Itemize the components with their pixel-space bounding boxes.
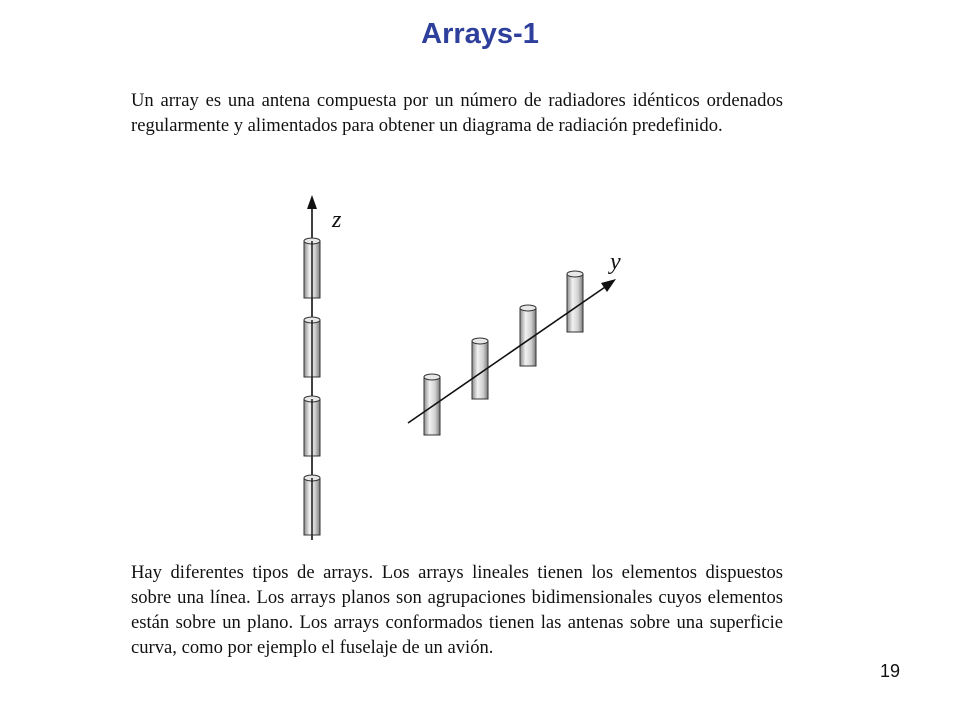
vertical-element-3 — [304, 396, 320, 456]
vertical-element-4 — [304, 475, 320, 535]
y-axis-arrowhead — [601, 279, 616, 292]
slide-title: Arrays-1 — [421, 18, 539, 50]
intro-paragraph: Un array es una antena compuesta por un número de radiadores idénticos ordenados regularmente y alimentados para obtener un diagrama de radiación predefinido. — [131, 90, 783, 136]
array-diagram — [260, 185, 680, 545]
page-number: 19 — [880, 661, 901, 681]
vertical-linear-array — [304, 195, 342, 540]
z-axis-arrowhead — [307, 195, 317, 209]
types-paragraph: Hay diferentes tipos de arrays. Los arrays lineales tienen los elementos dispuestos sobre una línea. Los arrays planos son agrupaciones bidimensionales cuyos elementos están sobre un plano. Los arrays conformados tienen las antenas sobre una superficie curva, como por ejemplo el fuselaje de un avión. — [131, 562, 783, 658]
diagonal-element-4 — [567, 271, 583, 332]
diagonal-element-1 — [424, 374, 440, 435]
y-axis-line — [408, 285, 608, 423]
diagonal-linear-array — [408, 249, 621, 435]
vertical-element-2 — [304, 317, 320, 377]
z-axis-label: z — [332, 207, 342, 233]
vertical-element-1 — [304, 238, 320, 298]
y-axis-label: y — [610, 249, 621, 275]
